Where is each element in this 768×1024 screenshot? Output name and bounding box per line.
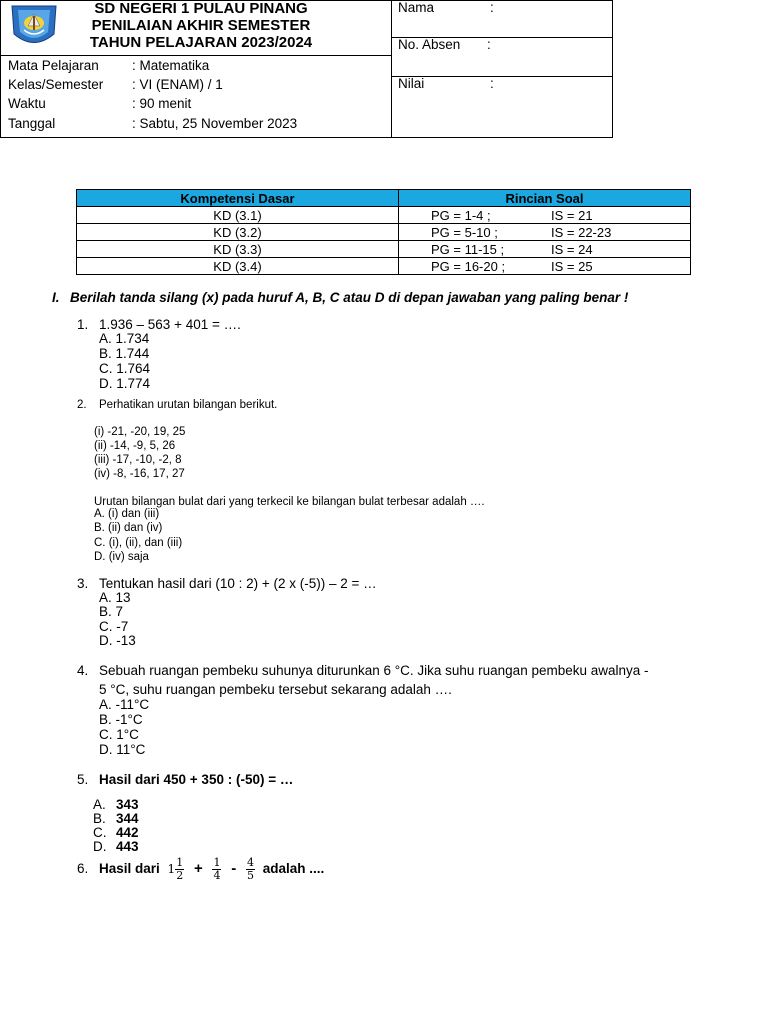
option-value: 343 bbox=[116, 797, 139, 812]
question-number: 2. bbox=[77, 399, 87, 411]
column-header: Kompetensi Dasar bbox=[77, 190, 399, 207]
question-number: 1. bbox=[77, 317, 89, 332]
section-instruction: Berilah tanda silang (x) pada huruf A, B, C atau D di depan jawaban yang paling benar ! bbox=[70, 290, 629, 305]
fraction-denominator: 4 bbox=[213, 868, 221, 882]
option: C. (i), (ii), dan (iii) bbox=[94, 537, 183, 549]
option: C. -7 bbox=[99, 619, 129, 634]
is-value: IS = 24 bbox=[551, 241, 593, 257]
fraction bbox=[175, 857, 184, 882]
fraction bbox=[212, 857, 221, 882]
pg-value: PG = 16-20 ; bbox=[431, 258, 506, 274]
field-value: : Sabtu, 25 November 2023 bbox=[132, 116, 298, 131]
name-colon: : bbox=[490, 0, 494, 15]
option: A. 13 bbox=[99, 590, 131, 605]
option: D. 1.774 bbox=[99, 376, 151, 391]
question-text-continued: 5 °C, suhu ruangan pembeku tersebut sekarang adalah …. bbox=[99, 682, 452, 697]
option: B. 7 bbox=[99, 604, 124, 619]
question-text: Hasil dari 450 + 350 : (-50) = … bbox=[99, 772, 294, 787]
absen-label: No. Absen bbox=[398, 37, 461, 52]
question-number: 5. bbox=[77, 772, 89, 787]
question-text: 1.936 – 563 + 401 = …. bbox=[99, 317, 241, 332]
fraction-numerator: 1 bbox=[213, 855, 221, 869]
option: B. -1°C bbox=[99, 712, 143, 727]
field-label: Kelas/Semester bbox=[8, 77, 104, 92]
question-suffix: adalah .... bbox=[262, 861, 325, 876]
header-divider bbox=[0, 55, 391, 56]
option-value: 442 bbox=[116, 825, 139, 840]
option: C. 1°C bbox=[99, 727, 139, 742]
question-prompt: Urutan bilangan bulat dari yang terkecil ke bilangan bulat terbesar adalah …. bbox=[94, 496, 485, 508]
section-number: I. bbox=[52, 290, 60, 305]
table-row bbox=[77, 241, 691, 258]
field-label: Waktu bbox=[8, 96, 46, 111]
exam-name: PENILAIAN AKHIR SEMESTER bbox=[91, 17, 311, 34]
table-row bbox=[77, 258, 691, 275]
fraction bbox=[246, 857, 255, 882]
option: D. 11°C bbox=[99, 742, 146, 757]
pg-value: PG = 5-10 ; bbox=[431, 224, 498, 240]
kd-cell: KD (3.2) bbox=[77, 224, 399, 241]
option-value: 344 bbox=[116, 811, 139, 826]
kd-cell: KD (3.4) bbox=[77, 258, 399, 275]
minus-sign: - bbox=[231, 860, 237, 877]
option: A. (i) dan (iii) bbox=[94, 508, 160, 520]
option: A. 1.734 bbox=[99, 331, 150, 346]
option: A. -11°C bbox=[99, 697, 150, 712]
header-divider bbox=[391, 76, 613, 77]
pg-value: PG = 1-4 ; bbox=[431, 207, 491, 223]
question-prefix: Hasil dari bbox=[99, 861, 160, 876]
is-value: IS = 22-23 bbox=[551, 224, 612, 240]
kd-cell: KD (3.3) bbox=[77, 241, 399, 258]
field-label: Mata Pelajaran bbox=[8, 58, 99, 73]
is-value: IS = 25 bbox=[551, 258, 593, 274]
name-label: Nama bbox=[398, 0, 435, 15]
question-number: 4. bbox=[77, 663, 89, 678]
header-divider bbox=[391, 0, 392, 137]
table-row bbox=[77, 224, 691, 241]
fraction-numerator: 4 bbox=[247, 855, 255, 869]
fraction-denominator: 2 bbox=[176, 868, 184, 882]
option-letter: D. bbox=[93, 839, 107, 854]
column-header: Rincian Soal bbox=[399, 190, 691, 207]
kd-table bbox=[76, 189, 691, 275]
question-text: Tentukan hasil dari (10 : 2) + (2 x (-5)) – 2 = … bbox=[99, 576, 377, 591]
question-number: 6. bbox=[77, 861, 89, 876]
field-label: Tanggal bbox=[8, 116, 56, 131]
question-text: Perhatikan urutan bilangan berikut. bbox=[99, 399, 278, 411]
kd-cell: KD (3.1) bbox=[77, 207, 399, 224]
plus-sign: + bbox=[193, 860, 203, 877]
pg-value: PG = 11-15 ; bbox=[431, 241, 505, 257]
mixed-whole: 1 bbox=[167, 862, 176, 877]
question-text: Sebuah ruangan pembeku suhunya diturunkan 6 °C. Jika suhu ruangan pembeku awalnya - bbox=[99, 663, 649, 678]
rincian-cell bbox=[399, 207, 691, 224]
sequence-item: (i) -21, -20, 19, 25 bbox=[94, 426, 186, 438]
table-header-row bbox=[77, 190, 691, 207]
option: D. (iv) saja bbox=[94, 551, 149, 563]
sequence-item: (iii) -17, -10, -2, 8 bbox=[94, 454, 182, 466]
nilai-label: Nilai bbox=[398, 76, 425, 91]
rincian-cell bbox=[399, 258, 691, 275]
rincian-cell bbox=[399, 224, 691, 241]
tut-wuri-handayani-logo-icon bbox=[4, 4, 64, 52]
question-number: 3. bbox=[77, 576, 89, 591]
option-value: 443 bbox=[116, 839, 139, 854]
option: B. 1.744 bbox=[99, 346, 150, 361]
fraction-numerator: 1 bbox=[176, 855, 184, 869]
exam-header bbox=[0, 0, 613, 138]
fraction-denominator: 5 bbox=[247, 868, 255, 882]
academic-year: TAHUN PELAJARAN 2023/2024 bbox=[89, 34, 313, 51]
sequence-item: (iv) -8, -16, 17, 27 bbox=[94, 468, 185, 480]
field-value: : 90 menit bbox=[132, 96, 192, 111]
table-row bbox=[77, 207, 691, 224]
is-value: IS = 21 bbox=[551, 207, 593, 223]
option: D. -13 bbox=[99, 633, 136, 648]
absen-colon: : bbox=[487, 37, 491, 52]
question-text bbox=[99, 852, 324, 886]
option: C. 1.764 bbox=[99, 361, 151, 376]
option-letter: C. bbox=[93, 825, 107, 840]
sequence-item: (ii) -14, -9, 5, 26 bbox=[94, 440, 176, 452]
option-letter: A. bbox=[93, 797, 106, 812]
option-letter: B. bbox=[93, 811, 106, 826]
field-value: : VI (ENAM) / 1 bbox=[132, 77, 223, 92]
school-name: SD NEGERI 1 PULAU PINANG bbox=[94, 0, 308, 17]
option: B. (ii) dan (iv) bbox=[94, 522, 163, 534]
nilai-colon: : bbox=[490, 76, 494, 91]
rincian-cell bbox=[399, 241, 691, 258]
field-value: : Matematika bbox=[132, 58, 210, 73]
